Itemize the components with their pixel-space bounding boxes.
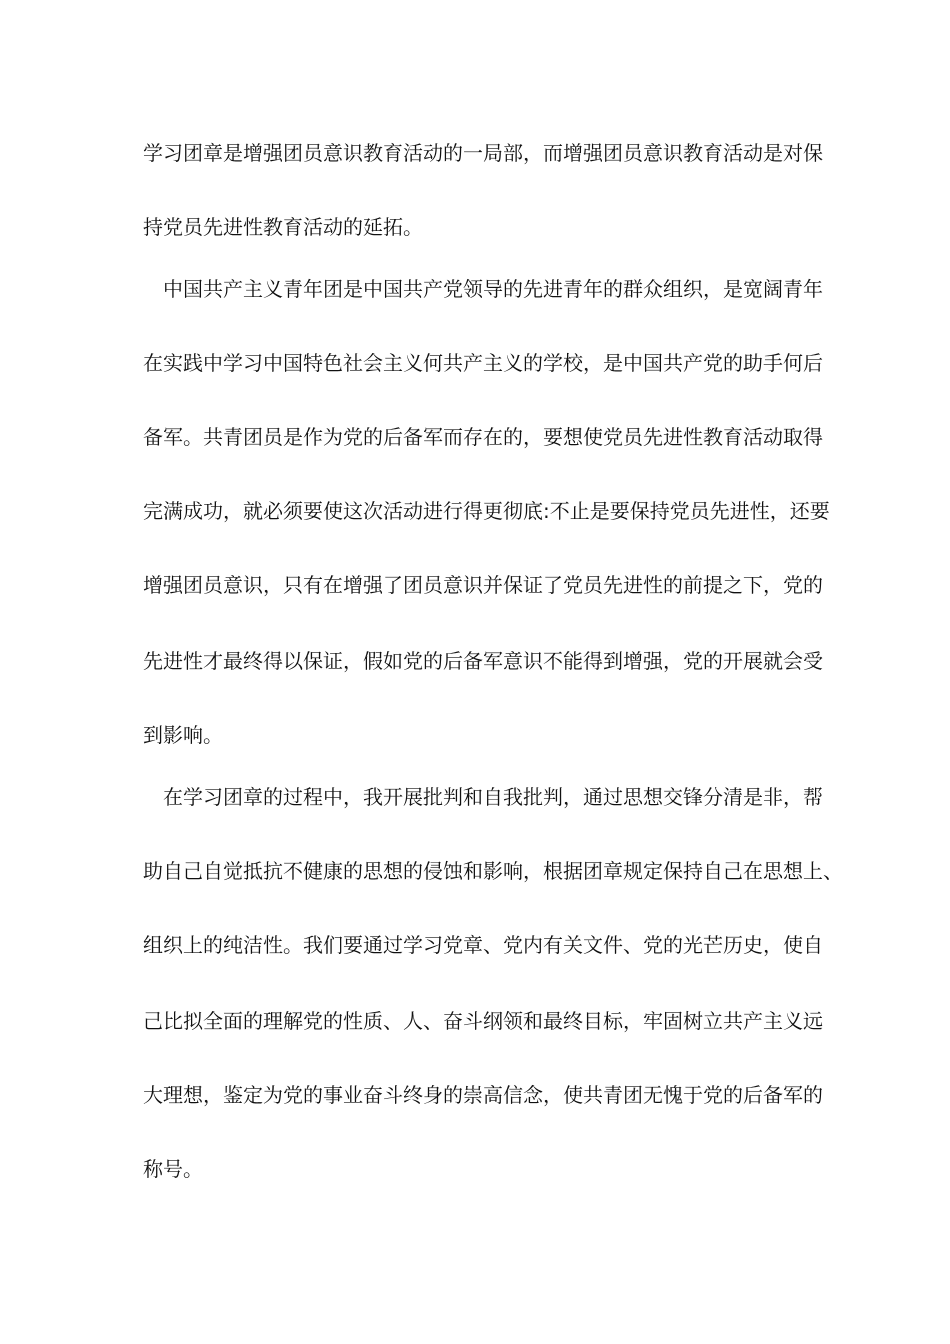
paragraph-3-line-5: 大理想，鉴定为党的事业奋斗终身的崇高信念，使共青团无愧于党的后备军的 <box>143 1083 823 1107</box>
paragraph-2-line-1: 中国共产主义青年团是中国共产党领导的先进青年的群众组织，是宽阔青年 <box>163 277 823 301</box>
paragraph-2-line-7: 到影响。 <box>143 723 223 747</box>
paragraph-2-line-6: 先进性才最终得以保证，假如党的后备军意识不能得到增强，党的开展就会受 <box>143 649 823 673</box>
paragraph-2-line-5: 增强团员意识，只有在增强了团员意识并保证了党员先进性的前提之下，党的 <box>143 573 823 597</box>
paragraph-3-line-4: 己比拟全面的理解党的性质、人、奋斗纲领和最终目标，牢固树立共产主义远 <box>143 1009 823 1033</box>
paragraph-3-line-3: 组织上的纯洁性。我们要通过学习党章、党内有关文件、党的光芒历史，使自 <box>143 933 823 957</box>
paragraph-1-line-2: 持党员先进性教育活动的延拓。 <box>143 215 423 239</box>
paragraph-3-line-1: 在学习团章的过程中，我开展批判和自我批判，通过思想交锋分清是非，帮 <box>163 785 823 809</box>
paragraph-1-line-1: 学习团章是增强团员意识教育活动的一局部，而增强团员意识教育活动是对保 <box>143 141 823 165</box>
paragraph-2-line-4: 完满成功，就必须要使这次活动进行得更彻底:不止是要保持党员先进性，还要 <box>143 499 830 523</box>
paragraph-2-line-2: 在实践中学习中国特色社会主义何共产主义的学校，是中国共产党的助手何后 <box>143 351 823 375</box>
paragraph-2-line-3: 备军。共青团员是作为党的后备军而存在的，要想使党员先进性教育活动取得 <box>143 425 823 449</box>
paragraph-3-line-2: 助自己自觉抵抗不健康的思想的侵蚀和影响，根据团章规定保持自己在思想上、 <box>143 859 843 883</box>
paragraph-3-line-6: 称号。 <box>143 1157 203 1181</box>
